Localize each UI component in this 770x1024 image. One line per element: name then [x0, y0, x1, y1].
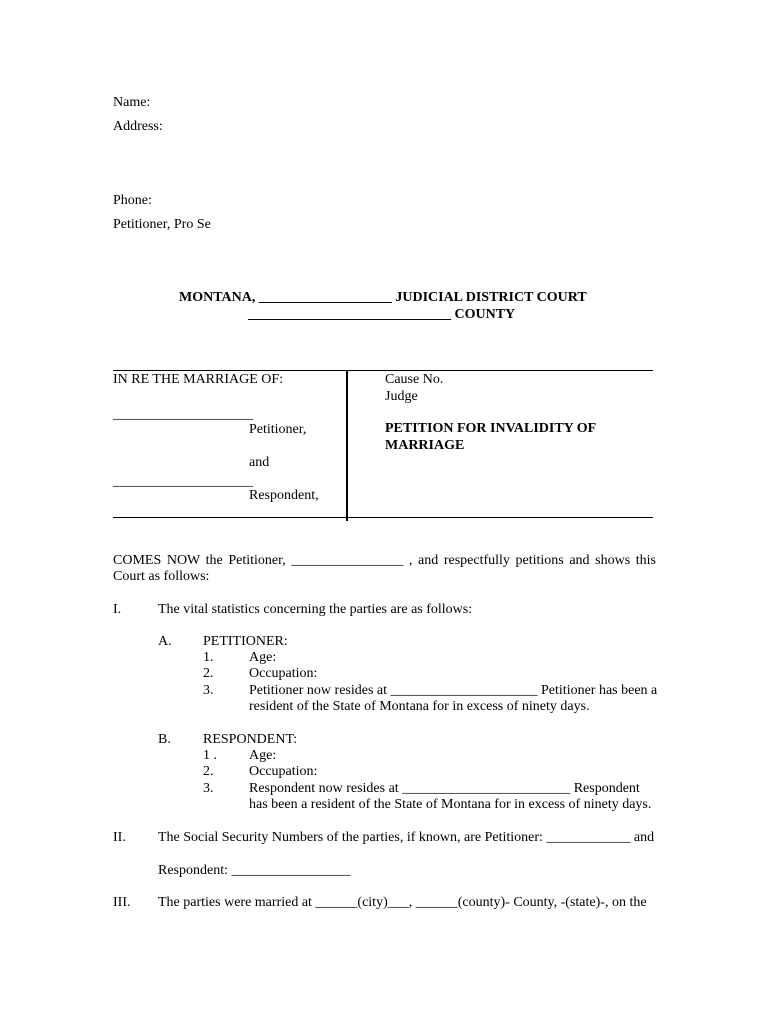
respondent-caption-label: Respondent,	[249, 488, 319, 503]
respondent-item-3-text: Respondent now resides at ________________________ Respondent	[249, 781, 640, 796]
respondent-item-1-number: 1 .	[203, 748, 217, 763]
petitioner-caption-label: Petitioner,	[249, 422, 307, 437]
subsection-a-label: A.	[158, 634, 172, 649]
section-2-continued: Respondent: _________________	[158, 863, 351, 878]
and-label: and	[249, 455, 270, 470]
petitioner-name-blank: ____________________	[113, 407, 253, 422]
court-heading-line1: MONTANA, ___________________ JUDICIAL DISTRICT COURT	[179, 290, 587, 305]
cause-no-label: Cause No.	[385, 372, 444, 387]
petitioner-item-1-number: 1.	[203, 650, 214, 665]
in-re-marriage-label: IN RE THE MARRIAGE OF:	[113, 372, 284, 387]
section-3-number: III.	[113, 895, 131, 910]
subsection-b-heading: RESPONDENT:	[203, 732, 298, 747]
section-1-number: I.	[113, 602, 122, 617]
section-2-number: II.	[113, 830, 126, 845]
petitioner-item-3-text: Petitioner now resides at _____________________ Petitioner has been a	[249, 683, 658, 698]
section-3-text: The parties were married at ______(city)___, ______(county)- County, -(state)-, on the	[158, 895, 647, 910]
respondent-name-blank: ____________________	[113, 474, 253, 489]
petitioner-item-2-text: Occupation:	[249, 666, 318, 681]
section-1-text: The vital statistics concerning the parties are as follows:	[158, 602, 473, 617]
name-label: Name:	[113, 95, 151, 110]
petition-title-line1: PETITION FOR INVALIDITY OF	[385, 421, 597, 436]
address-label: Address:	[113, 119, 163, 134]
court-heading-line2: _____________________________ COUNTY	[248, 307, 516, 322]
subsection-a-heading: PETITIONER:	[203, 634, 288, 649]
section-2-text: The Social Security Numbers of the parties, if known, are Petitioner: ____________ and	[158, 830, 655, 845]
respondent-item-2-number: 2.	[203, 764, 214, 779]
caption-top-rule	[113, 370, 653, 371]
comes-now-line2: Court as follows:	[113, 569, 210, 584]
comes-now-line1: COMES NOW the Petitioner, ________________ , and respectfully petitions and shows this	[113, 553, 656, 568]
subsection-b-label: B.	[158, 732, 171, 747]
caption-bottom-rule	[113, 517, 653, 518]
petitioner-pro-se-label: Petitioner, Pro Se	[113, 217, 211, 232]
caption-divider	[346, 371, 348, 521]
petitioner-item-2-number: 2.	[203, 666, 214, 681]
judge-label: Judge	[385, 389, 418, 404]
phone-label: Phone:	[113, 193, 152, 208]
petitioner-item-3-number: 3.	[203, 683, 214, 698]
respondent-item-2-text: Occupation:	[249, 764, 318, 779]
respondent-item-3-number: 3.	[203, 781, 214, 796]
respondent-item-3-continued: has been a resident of the State of Montana for in excess of ninety days.	[249, 797, 652, 812]
petition-title-line2: MARRIAGE	[385, 438, 465, 453]
respondent-item-1-text: Age:	[249, 748, 277, 763]
petitioner-item-1-text: Age:	[249, 650, 277, 665]
petitioner-item-3-continued: resident of the State of Montana for in excess of ninety days.	[249, 699, 590, 714]
